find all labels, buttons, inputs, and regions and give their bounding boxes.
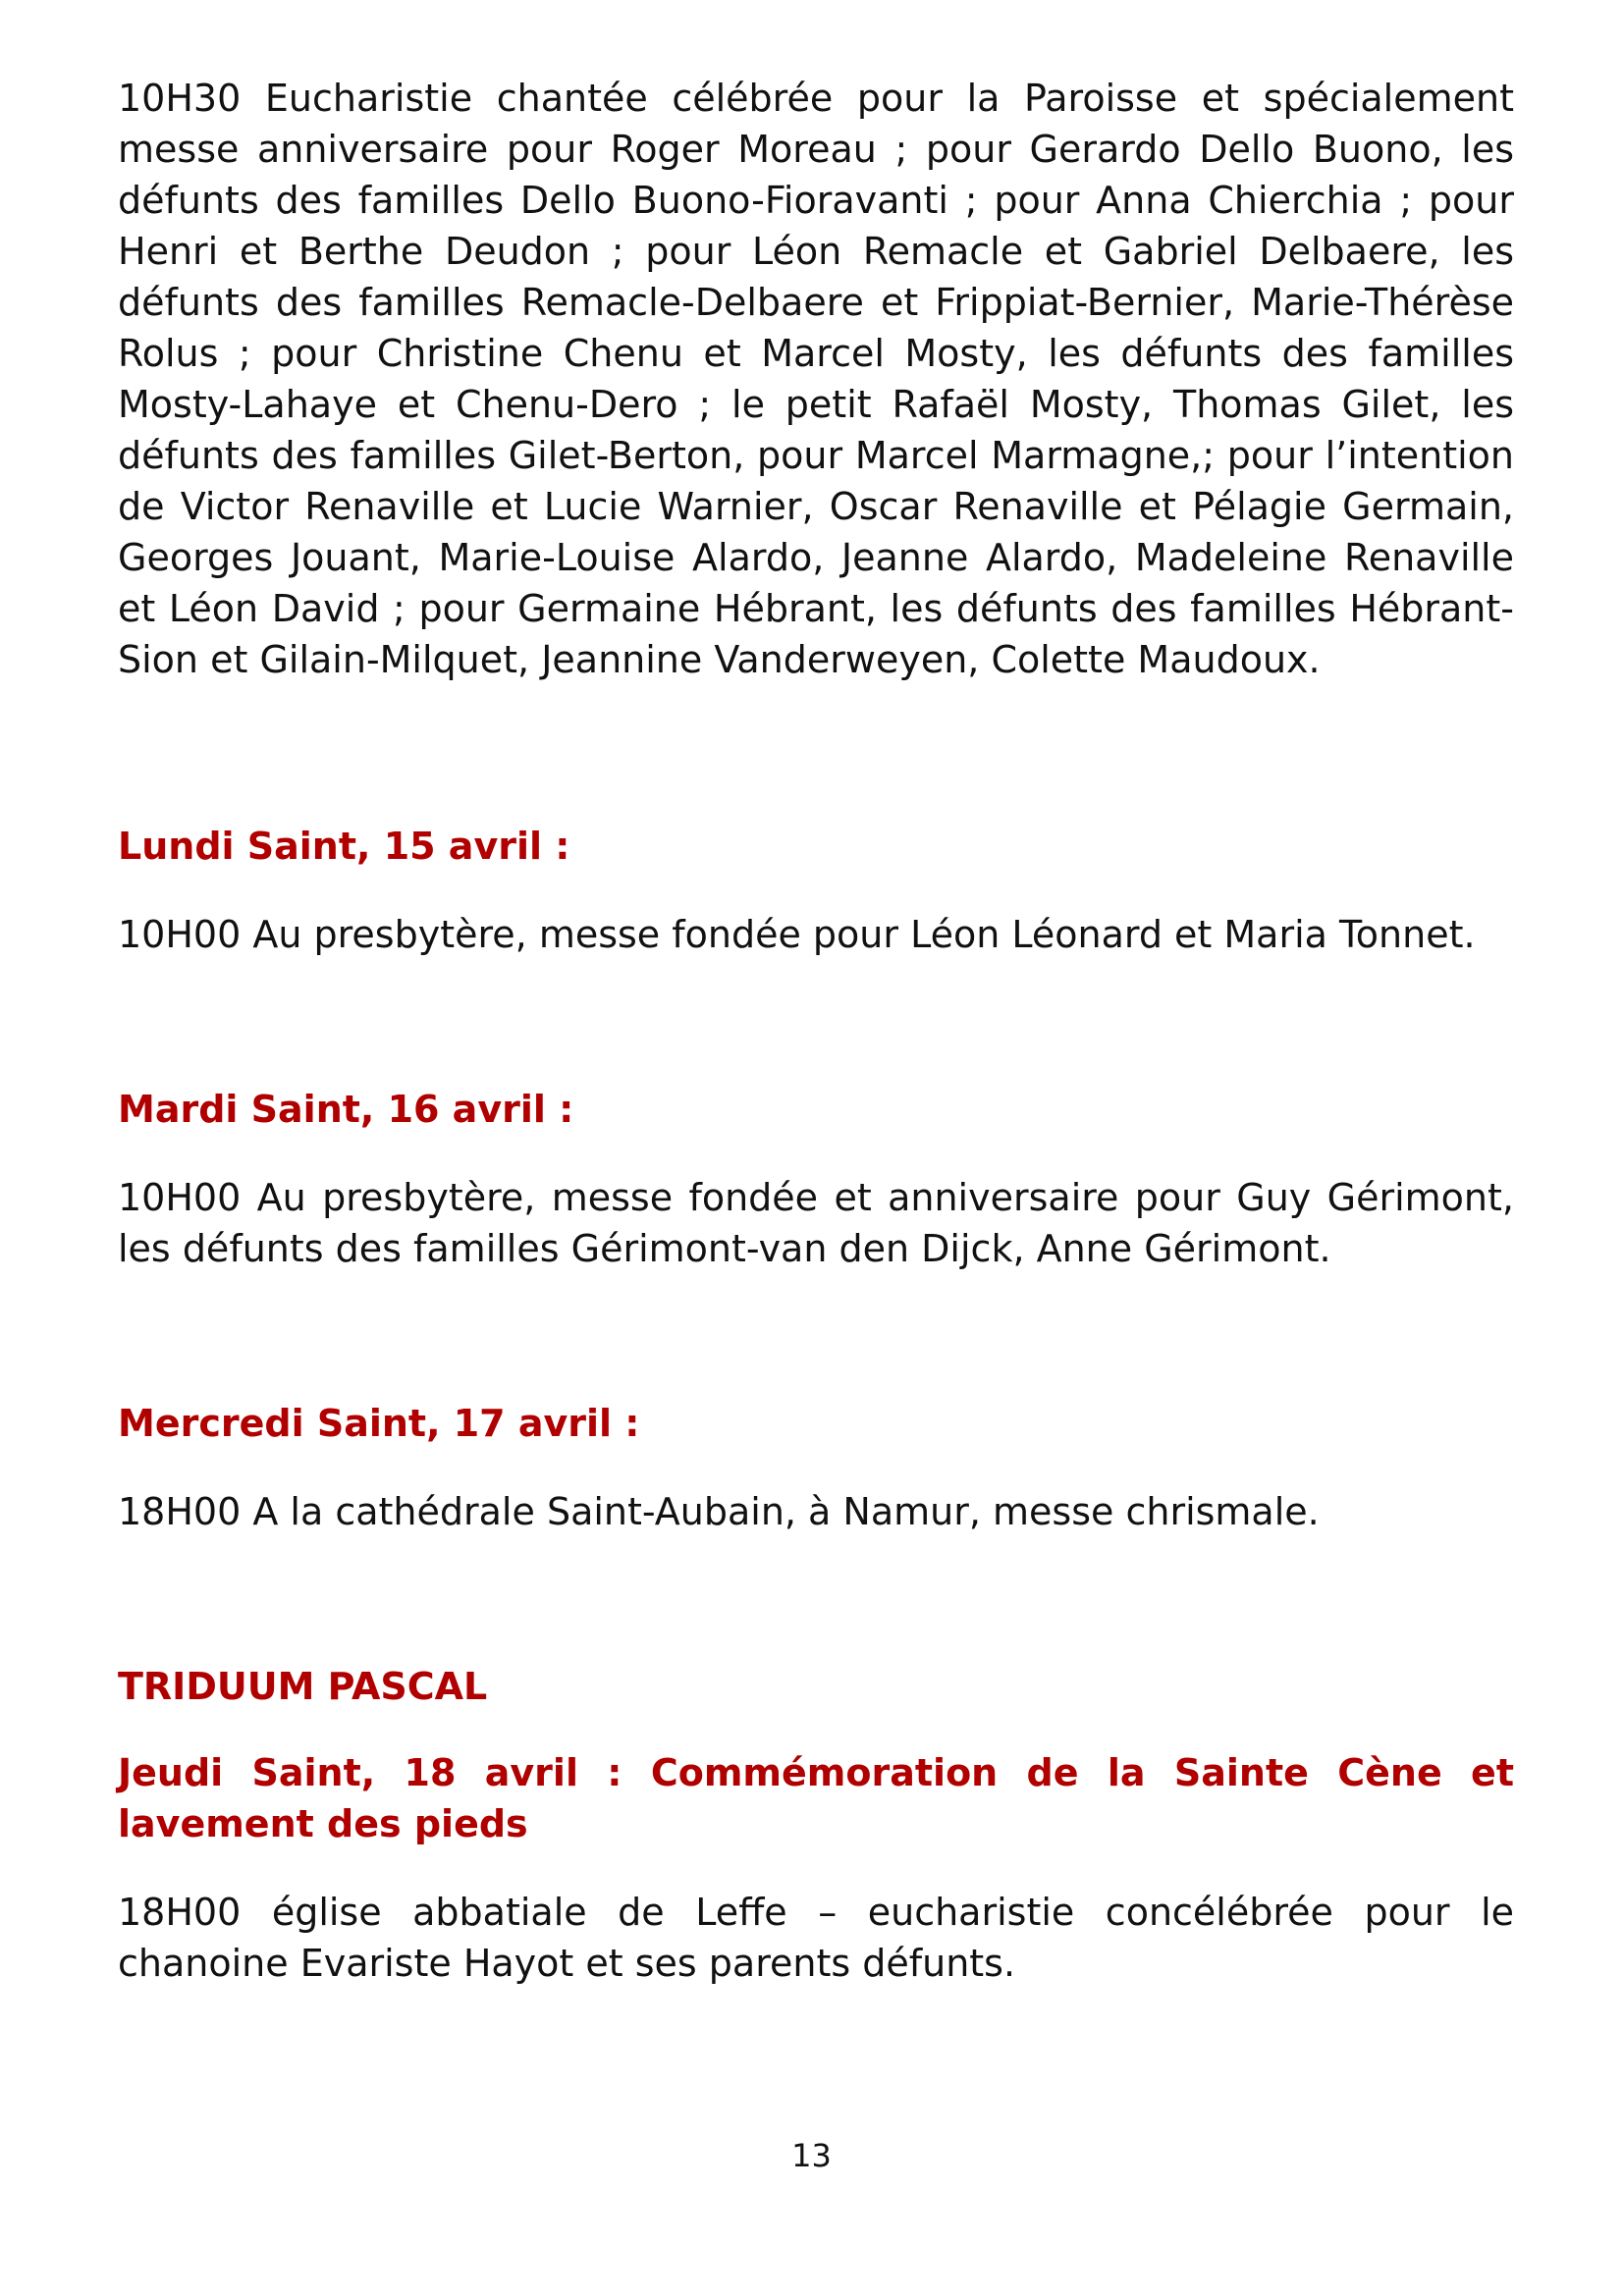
paragraph-mardi-saint: 10H00 Au presbytère, messe fondée et anniversaire pour Guy Gérimont, les défunts des familles Gérimont-van den Dijck, Anne Gérimont. (118, 1176, 1514, 1270)
heading-lundi-saint: Lundi Saint, 15 avril : (118, 825, 570, 868)
page-number: 13 (791, 2137, 832, 2174)
heading-mercredi-saint: Mercredi Saint, 17 avril : (118, 1402, 640, 1445)
document-page (118, 73, 1514, 1989)
heading-jeudi-saint: Jeudi Saint, 18 avril : Commémoration de la Sainte Cène et lavement des pieds (118, 1751, 1514, 1845)
heading-triduum-pascal: TRIDUUM PASCAL (118, 1665, 488, 1708)
intro-paragraph: 10H30 Eucharistie chantée célébrée pour la Paroisse et spécialement messe anniversaire pour Roger Moreau ; pour Gerardo Dello Buono, les défunts des familles Dello Buono-Fioravanti ; pour Anna Chierchia ; pour Henri et Berthe Deudon ; pour Léon Remacle et Gabriel Delbaere, les défunts des familles Remacle-Delbaere et Frippiat-Bernier, Marie-Thérèse Rolus ; pour Christine Chenu et Marcel Mosty, les défunts des familles Mosty-Lahaye et Chenu-Dero ; le petit Rafaël Mosty, Thomas Gilet, les défunts des familles Gilet-Berton, pour Marcel Marmagne,; pour l’intention de Victor Renaville et Lucie Warnier, Oscar Renaville et Pélagie Germain, Georges Jouant, Marie-Louise Alardo, Jeanne Alardo, Madeleine Renaville et Léon David ; pour Germaine Hébrant, les défunts des familles Hébrant-Sion et Gilain-Milquet, Jeannine Vanderweyen, Colette Maudoux. (118, 77, 1514, 681)
paragraph-jeudi-saint: 18H00 église abbatiale de Leffe – eucharistie concélébrée pour le chanoine Evariste Hayot et ses parents défunts. (118, 1891, 1514, 1985)
heading-mardi-saint: Mardi Saint, 16 avril : (118, 1088, 574, 1131)
paragraph-lundi-saint: 10H00 Au presbytère, messe fondée pour Léon Léonard et Maria Tonnet. (118, 913, 1476, 956)
paragraph-mercredi-saint: 18H00 A la cathédrale Saint-Aubain, à Namur, messe chrismale. (118, 1490, 1320, 1533)
